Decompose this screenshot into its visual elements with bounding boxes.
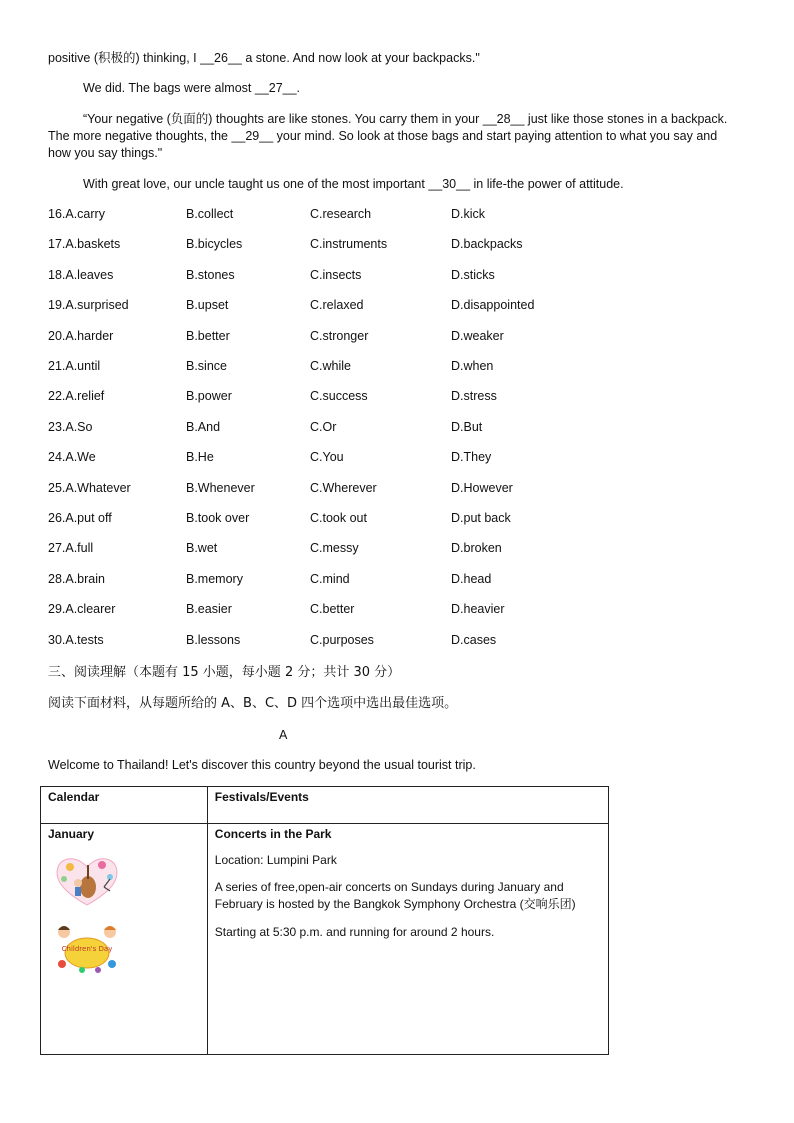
option-b: B.wet	[186, 541, 218, 556]
option-d: D.head	[451, 571, 492, 586]
question-row	[0, 420, 794, 438]
option-a: 18.A.leaves	[48, 267, 114, 282]
festival-calendar-table	[40, 786, 609, 1055]
option-c: C.purposes	[310, 632, 374, 647]
option-a: 20.A.harder	[48, 328, 114, 343]
option-d: D.cases	[451, 632, 497, 647]
option-a: 26.A.put off	[48, 511, 112, 525]
question-row	[0, 359, 794, 377]
option-b: B.bicycles	[186, 237, 243, 252]
option-c: C.You	[310, 450, 344, 465]
option-b: B.upset	[186, 298, 229, 313]
option-b: B.collect	[186, 207, 234, 221]
option-a: 28.A.brain	[48, 571, 105, 586]
option-c: C.research	[310, 207, 372, 221]
option-c: C.insects	[310, 267, 362, 282]
option-c: C.messy	[310, 541, 359, 556]
option-a: 30.A.tests	[48, 632, 104, 647]
option-d: D.when	[451, 359, 494, 373]
question-row	[0, 389, 794, 407]
childrens-day-badge-text: Children's Day	[61, 945, 113, 953]
header-festivals-events: Festivals/Events	[207, 787, 608, 824]
option-d: D.sticks	[451, 267, 495, 282]
option-d: D.stress	[451, 389, 497, 404]
reading-intro: Welcome to Thailand! Let's discover this country beyond the usual tourist trip.	[48, 758, 476, 772]
option-b: B.Whenever	[186, 480, 255, 495]
option-d: D.backpacks	[451, 237, 523, 252]
question-row	[0, 237, 794, 255]
option-b: B.easier	[186, 602, 232, 617]
event-description-line-2: February is hosted by the Bangkok Symphony Orchestra (交响乐团)	[214, 897, 576, 911]
option-d: D.But	[451, 419, 483, 434]
option-d: D.put back	[451, 511, 511, 525]
option-a: 21.A.until	[48, 359, 101, 373]
question-row	[0, 602, 794, 620]
option-b: B.memory	[186, 571, 243, 586]
concert-heart-illustration	[52, 853, 122, 908]
question-row	[0, 298, 794, 316]
event-description	[215, 879, 601, 913]
option-a: 16.A.carry	[48, 207, 105, 221]
passage-line-2: We did. The bags were almost __27__.	[83, 81, 301, 95]
option-a: 25.A.Whatever	[48, 480, 131, 495]
question-row	[0, 268, 794, 286]
childrens-day-illustration	[52, 920, 122, 975]
question-row	[0, 541, 794, 559]
option-d: D.However	[451, 480, 513, 495]
option-d: D.weaker	[451, 328, 504, 343]
section-instruction: 阅读下面材料，从每题所给的 A、B、C、D 四个选项中选出最佳选项。	[48, 696, 458, 711]
option-c: C.took out	[310, 511, 367, 525]
option-c: C.success	[310, 389, 368, 404]
option-c: C.stronger	[310, 328, 369, 343]
part-label: A	[279, 728, 288, 742]
table-header-row	[41, 787, 609, 824]
option-a: 23.A.So	[48, 419, 93, 434]
option-d: D.broken	[451, 541, 502, 556]
option-b: B.He	[186, 450, 214, 465]
passage-line-1: positive (积极的) thinking, I __26__ a stone. And now look at your backpacks."	[48, 51, 480, 65]
passage-para3-line-2: The more negative thoughts, the __29__ your mind. So look at those bags and start paying attention to what you say and	[48, 129, 718, 143]
question-row	[0, 329, 794, 347]
event-time: Starting at 5:30 p.m. and running for around 2 hours.	[214, 925, 495, 939]
event-cell	[207, 824, 608, 1055]
passage-line-4: With great love, our uncle taught us one of the most important __30__ in life-the power of attitude.	[83, 177, 624, 191]
event-title: Concerts in the Park	[214, 827, 332, 841]
option-a: 24.A.We	[48, 450, 96, 465]
section-heading: 三、阅读理解（本题有 15 小题，每小题 2 分；共计 30 分）	[48, 665, 401, 680]
question-row	[0, 572, 794, 590]
option-d: D.They	[451, 450, 492, 465]
passage-para3-line-1: “Your negative (负面的) thoughts are like stones. You carry them in your __28__ just like those stones in a backpack.	[83, 112, 728, 126]
option-c: C.instruments	[310, 237, 388, 252]
option-a: 29.A.clearer	[48, 602, 116, 617]
option-c: C.while	[310, 359, 351, 373]
option-a: 19.A.surprised	[48, 298, 129, 313]
event-description-line-1: A series of free,open-air concerts on Sundays during January and	[214, 880, 564, 894]
option-d: D.disappointed	[451, 298, 535, 313]
option-b: B.And	[186, 419, 221, 434]
option-b: B.since	[186, 359, 227, 373]
option-c: C.Wherever	[310, 480, 377, 495]
option-b: B.power	[186, 389, 232, 404]
option-b: B.lessons	[186, 632, 241, 647]
question-row	[0, 481, 794, 499]
option-c: C.Or	[310, 419, 337, 434]
table-row-january	[41, 824, 609, 1055]
month-label: January	[48, 827, 95, 841]
option-c: C.mind	[310, 571, 350, 586]
option-b: B.stones	[186, 267, 235, 282]
header-calendar: Calendar	[41, 787, 208, 824]
option-c: C.better	[310, 602, 355, 617]
question-row	[0, 633, 794, 651]
passage-para3-line-3: how you say things."	[48, 146, 163, 160]
option-d: D.heavier	[451, 602, 505, 617]
month-cell	[41, 824, 208, 1055]
passage-paragraph-3	[48, 111, 748, 162]
event-location: Location: Lumpini Park	[214, 853, 337, 867]
option-c: C.relaxed	[310, 298, 364, 313]
option-a: 17.A.baskets	[48, 237, 121, 252]
question-row	[0, 511, 794, 529]
question-row	[0, 207, 794, 225]
option-b: B.took over	[186, 511, 250, 525]
question-row	[0, 450, 794, 468]
option-d: D.kick	[451, 207, 486, 221]
option-a: 27.A.full	[48, 541, 94, 556]
option-a: 22.A.relief	[48, 389, 105, 404]
option-b: B.better	[186, 328, 230, 343]
